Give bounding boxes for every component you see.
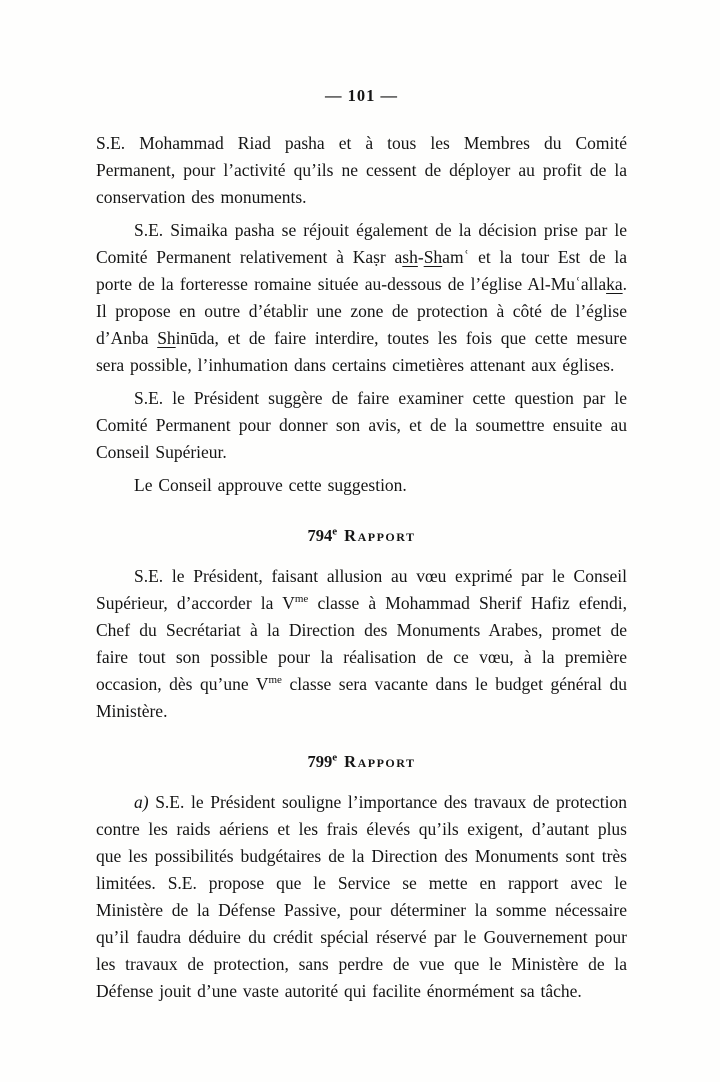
ordinal-superscript: e: [332, 525, 338, 538]
paragraph-simaika: [96, 217, 627, 379]
text-run: S.E. le Président suggère de faire examiner cette question par le Comité Permanent pour donner son avis, et de la soumettre ensuite au Conseil Supérieur.: [96, 388, 627, 462]
text-run: amʿ et la tour Est de la porte de la forteresse romaine située au-dessous de l’église Al-Muʿalla: [96, 247, 627, 294]
underlined-text: Sh: [423, 247, 443, 267]
superscript-text: me: [268, 674, 282, 687]
section-label: Rapport: [344, 526, 416, 545]
page-number: — 101 —: [325, 86, 398, 105]
text-run: classe à Mohammad Sherif Hafiz efendi, Chef du Secrétariat à la Direction des Monuments Arabes, promet de faire tout son possible pour la réalisation de ce vœu, à la première occasion, dès qu’une V: [96, 593, 627, 694]
text-block: [96, 86, 627, 1011]
text-run: classe sera vacante dans le budget général du Ministère.: [96, 674, 628, 721]
text-run: S.E. Simaika pasha se réjouit également de la décision prise par le Comité Permanent relativement à Kaṣr a: [96, 220, 627, 267]
underlined-text: ka: [606, 274, 623, 294]
underlined-text: Sh: [157, 328, 176, 348]
section-heading-799: [96, 751, 627, 773]
paragraph-conseil-approuve: [96, 472, 627, 499]
text-run: S.E. le Président, faisant allusion au vœu exprimé par le Conseil Supérieur, d’accorder la V: [96, 566, 627, 613]
ordinal-superscript: e: [332, 751, 338, 764]
paragraph-799-body: [96, 789, 627, 1005]
paragraph-continuation: [96, 130, 627, 211]
text-run: inūda, et de faire interdire, toutes les fois que cette mesure sera possible, l’inhumation dans certains cimetières attenant aux églises.: [96, 328, 627, 375]
item-letter: a): [134, 792, 149, 812]
section-label: Rapport: [344, 752, 416, 771]
section-number: 799: [307, 752, 333, 771]
text-run: S.E. Mohammad Riad pasha et à tous les Membres du Comité Permanent, pour l’activité qu’ils ne cessent de déployer au profit de la conservation des monuments.: [96, 133, 627, 207]
section-heading-794: [96, 525, 627, 547]
paragraph-794-body: [96, 563, 627, 725]
superscript-text: me: [294, 593, 309, 606]
text-run: -: [417, 247, 424, 267]
text-run: Le Conseil approuve cette suggestion.: [134, 475, 407, 495]
paragraph-president-suggestion: [96, 385, 627, 466]
section-number: 794: [307, 526, 333, 545]
text-run: S.E. le Président souligne l’importance des travaux de protection contre les raids aériens et les frais élevés qu’ils exigent, d’autant plus que les possibilités budgétaires de la Direction des Monuments sont très limitées. S.E. propose que le Service se mette en rapport avec le Ministère de la Défense Passive, pour déterminer la somme nécessaire qu’il faudra déduire du crédit spécial réservé par le Gouvernement pour les travaux de protection, sans perdre de vue que le Ministère de la Défense jouit d’une vaste autorité qui facilite énormément sa tâche.: [96, 792, 627, 1001]
underlined-text: sh: [402, 247, 418, 267]
text-run: . Il propose en outre d’établir une zone de protection à côté de l’église d’Anba: [96, 274, 627, 348]
